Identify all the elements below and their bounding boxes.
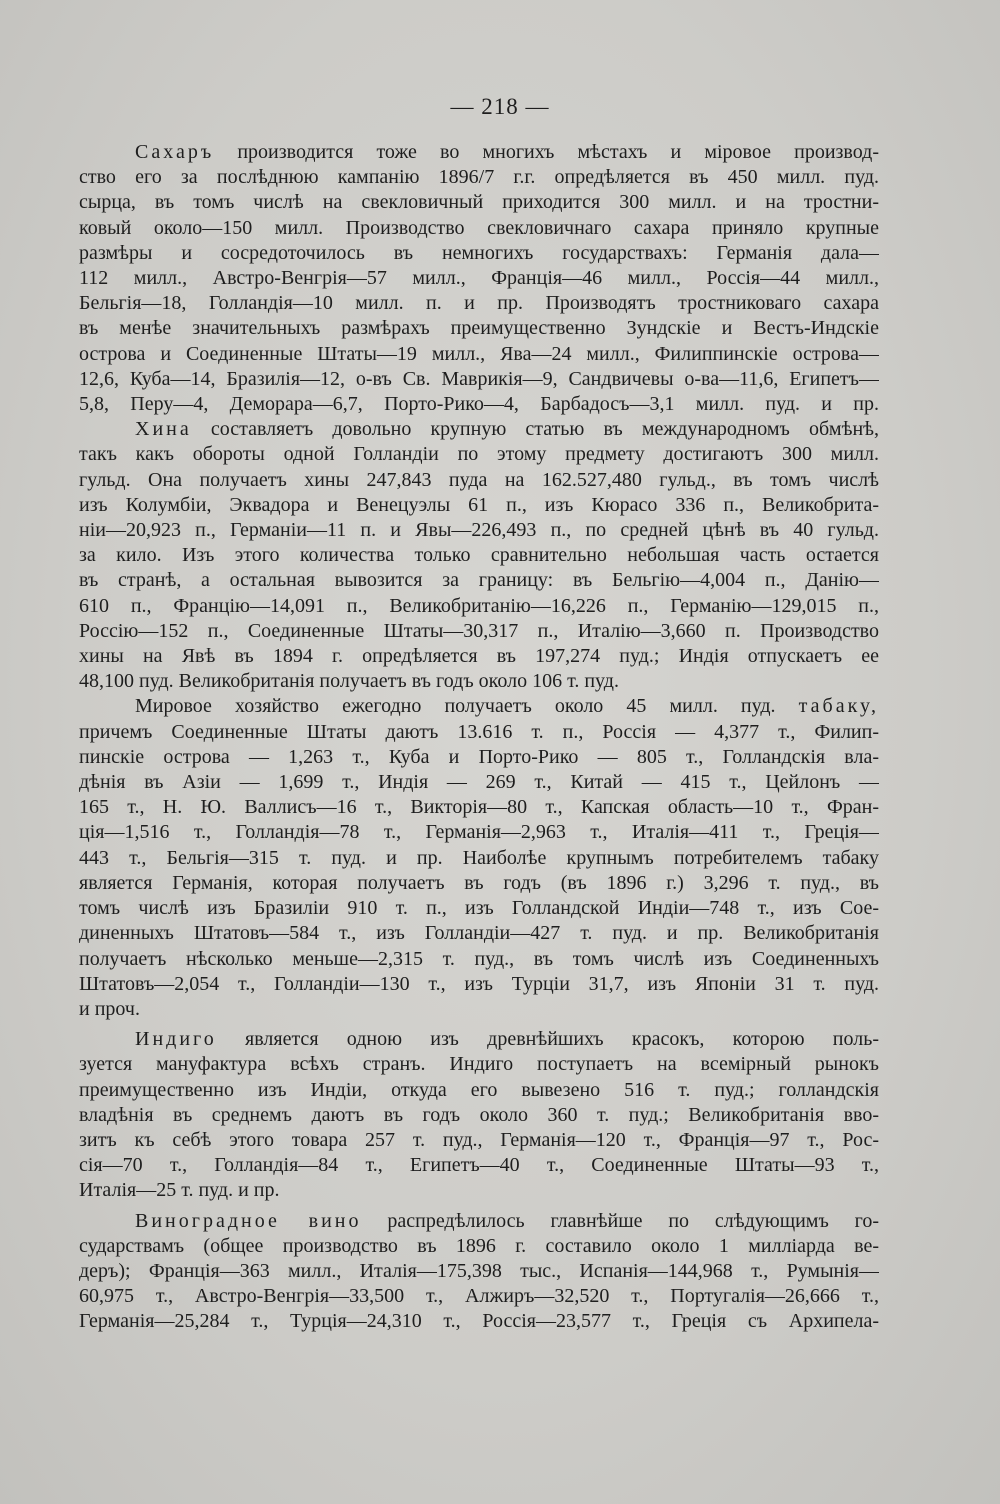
paragraph-sugar: [79, 140, 879, 417]
body-text: [79, 140, 879, 1335]
text-line: томъ числѣ изъ Бразиліи 910 т. п., изъ Голландской Индіи—748 т., изъ Сое-: [79, 897, 879, 920]
text-line: Мировое хозяйство ежегодно получаетъ около 45 милл. пуд. табаку,: [135, 695, 879, 718]
text-line: Бельгія—18, Голландія—10 милл. п. и пр. Производятъ тростниковаго сахара: [79, 292, 879, 315]
text-line: преимущественно изъ Индіи, откуда его вывезено 516 т. пуд.; голландскія: [79, 1078, 879, 1101]
text-line: ція—1,516 т., Голландія—78 т., Германія—2,963 т., Италія—411 т., Греція—: [79, 821, 879, 844]
text-line: является Германія, которая получаетъ въ годъ (въ 1896 г.) 3,296 т. пуд., въ: [79, 871, 879, 894]
text-line: 60,975 т., Австро-Венгрія—33,500 т., Алжиръ—32,520 т., Португалія—26,666 т.,: [79, 1285, 879, 1308]
lead-term: Виноградное вино: [135, 1209, 362, 1232]
text-line: Германія—25,284 т., Турція—24,310 т., Россія—23,577 т., Греція съ Архипела-: [79, 1310, 879, 1333]
text-line: 48,100 пуд. Великобританія получаетъ въ годъ около 106 т. пуд.: [79, 670, 619, 693]
text-line: такъ какъ обороты одной Голландіи по этому предмету достигаютъ 300 милл.: [79, 443, 879, 466]
text-line: Сахаръ производится тоже во многихъ мѣстахъ и міровое производ-: [135, 141, 879, 163]
text-line: Хина составляетъ довольно крупную статью въ международномъ обмѣнѣ,: [135, 418, 879, 441]
text-line: получаетъ нѣсколько меньше—2,315 т. пуд., въ томъ числѣ изъ Соединенныхъ: [79, 947, 879, 970]
text-line: Россію—152 п., Соединенные Штаты—30,317 п., Италію—3,660 п. Производство: [79, 619, 879, 642]
text-line: размѣры и сосредоточилось въ немногихъ государствахъ: Германія дала—: [79, 241, 879, 264]
text-line: въ менѣе значительныхъ размѣрахъ преимущественно Зундскіе и Вестъ-Индскіе: [79, 317, 879, 340]
text-line: дѣнія въ Азіи — 1,699 т., Индія — 269 т., Китай — 415 т., Цейлонъ —: [79, 771, 879, 794]
text-line: сырца, въ томъ числѣ на свекловичный приходится 300 милл. и на тростни-: [79, 191, 879, 214]
paragraph-indigo: [79, 1027, 879, 1203]
lead-term: Индиго: [135, 1028, 217, 1051]
text-line: гульд. Она получаетъ хины 247,843 пуда на 162.527,480 гульд., въ томъ числѣ: [79, 468, 879, 491]
text-line: 165 т., Н. Ю. Валлисъ—16 т., Викторія—80 т., Капская область—10 т., Фран-: [79, 796, 879, 819]
text-line: острова и Соединенные Штаты—19 милл., Ява—24 милл., Филиппинскіе острова—: [79, 342, 879, 365]
text-line: ство его за послѣднюю кампанію 1896/7 г.г. опредѣляется въ 450 милл. пуд.: [79, 166, 879, 189]
paragraph-tobacco: [79, 694, 879, 1022]
text-line: Штатовъ—2,054 т., Голландіи—130 т., изъ Турціи 31,7, изъ Японіи 31 т. пуд.: [79, 972, 879, 995]
text-line: 112 милл., Австро-Венгрія—57 милл., Франція—46 милл., Россія—44 милл.,: [79, 267, 879, 290]
text-line: хины на Явѣ въ 1894 г. опредѣляется въ 197,274 пуд.; Индія отпускаетъ ее: [79, 645, 879, 668]
text-line: 12,6, Куба—14, Бразилія—12, о-въ Св. Маврикія—9, Сандвичевы о-ва—11,6, Египетъ—: [79, 367, 879, 390]
text-line: пинскіе острова — 1,263 т., Куба и Порто-Рико — 805 т., Голландскія вла-: [79, 745, 879, 768]
text-line: и проч.: [79, 997, 140, 1020]
text-line: сударствамъ (общее производство въ 1896 г. составило около 1 милліарда ве-: [79, 1234, 879, 1257]
text-line: 610 п., Францію—14,091 п., Великобританію—16,226 п., Германію—129,015 п.,: [79, 594, 879, 617]
text-line: сія—70 т., Голландія—84 т., Египетъ—40 т., Соединенные Штаты—93 т.,: [79, 1154, 879, 1177]
text-line: Италія—25 т. пуд. и пр.: [79, 1179, 280, 1202]
text-line: 5,8, Перу—4, Деморара—6,7, Порто-Рико—4, Барбадосъ—3,1 милл. пуд. и пр.: [79, 393, 879, 416]
text-line: ніи—20,923 п., Германіи—11 п. и Явы—226,493 п., по средней цѣнѣ въ 40 гульд.: [79, 519, 879, 542]
paragraph-wine: [79, 1209, 879, 1335]
text-line: Индиго является одною изъ древнѣйшихъ красокъ, которою поль-: [135, 1028, 879, 1051]
text-line: за кило. Изъ этого количества только сравнительно небольшая часть остается: [79, 544, 879, 567]
text-line: зуется мануфактура всѣхъ странъ. Индиго поступаетъ на всемірный рынокъ: [79, 1053, 879, 1076]
text-line: Виноградное вино распредѣлилось главнѣйше по слѣдующимъ го-: [135, 1209, 879, 1232]
text-line: зитъ къ себѣ этого товара 257 т. пуд., Германія—120 т., Франція—97 т., Рос-: [79, 1128, 879, 1151]
paragraph-quinine: [79, 417, 879, 694]
text-line: въ странѣ, а остальная вывозится за границу: въ Бельгію—4,004 п., Данію—: [79, 569, 879, 592]
text-line: причемъ Соединенные Штаты даютъ 13.616 т. п., Россія — 4,377 т., Филип-: [79, 720, 879, 743]
lead-term: Сахаръ: [135, 141, 215, 163]
page-number: — 218 —: [450, 94, 550, 119]
text-line: ковый около—150 милл. Производство свекловичнаго сахара приняло крупные: [79, 216, 879, 239]
text-line: 443 т., Бельгія—315 т. пуд. и пр. Наиболѣе крупнымъ потребителемъ табаку: [79, 846, 879, 869]
text-line: деръ); Франція—363 милл., Италія—175,398 тыс., Испанія—144,968 т., Румынія—: [79, 1259, 879, 1282]
lead-term: табаку,: [798, 695, 879, 718]
text-line: диненныхъ Штатовъ—584 т., изъ Голландіи—427 т. пуд. и пр. Великобританія: [79, 922, 879, 945]
lead-term: Хина: [135, 418, 192, 441]
text-line: изъ Колумбіи, Эквадора и Венецуэлы 61 п., изъ Кюрасо 336 п., Великобрита-: [79, 493, 879, 516]
text-line: владѣнія въ среднемъ даютъ въ годъ около 360 т. пуд.; Великобританія вво-: [79, 1103, 879, 1126]
